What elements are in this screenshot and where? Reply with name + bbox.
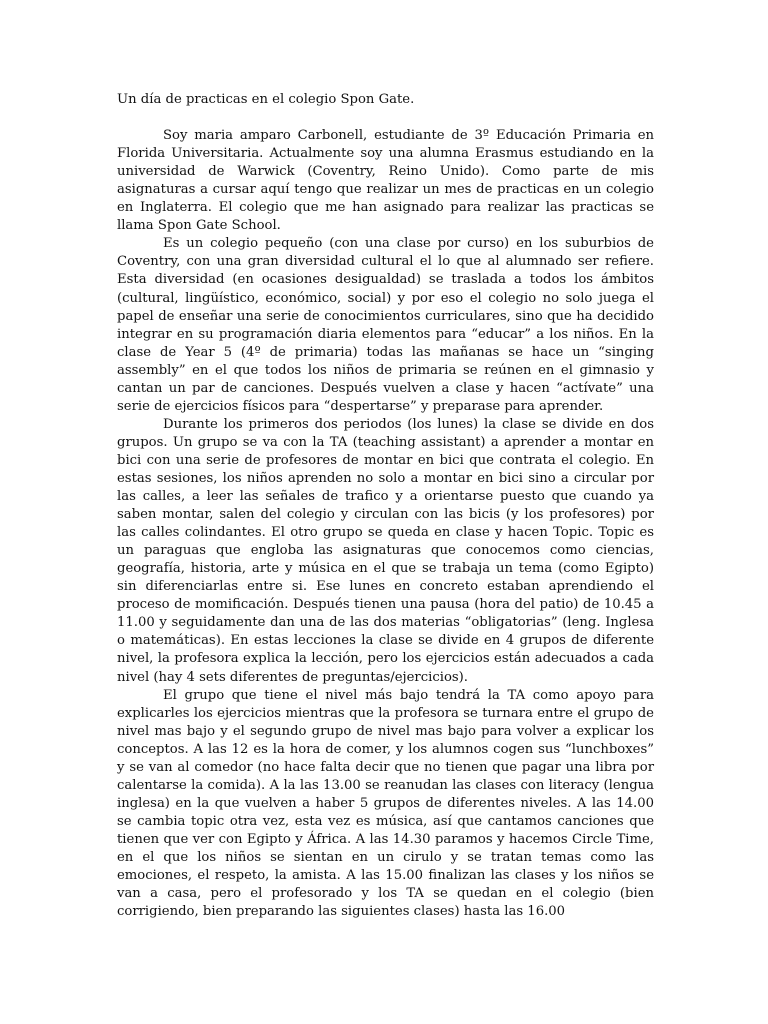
document-body — [117, 91, 654, 921]
paragraph-intro: Soy maria amparo Carbonell, estudiante de 3º Educación Primaria en Florida Universitaria. Actualmente soy una alumna Erasmus estudiando en la universidad de Warwick (Coventry, Reino Unido). Como parte de mis asignaturas a cursar aquí tengo que realizar un mes de practicas en un colegio en Inglaterra. El colegio que me han asignado para realizar las practicas se llama Spon Gate School. — [117, 128, 654, 234]
document-title: Un día de practicas en el colegio Spon Gate. — [117, 92, 415, 107]
paragraph-monday-schedule: Durante los primeros dos periodos (los lunes) la clase se divide en dos grupos. Un grupo se va con la TA (teaching assistant) a aprender a montar en bici con una serie de profesores de montar en bici que contrata el colegio. En estas sesiones, los niños aprenden no solo a montar en bici sino a circular por las calles, a leer las señales de trafico y a orientarse puesto que cuando ya saben montar, salen del colegio y circulan con las bicis (y los profesores) por las calles colindantes. El otro grupo se queda en clase y hacen Topic. Topic es un paraguas que engloba las asignaturas que conocemos como ciencias, geografía, historia, arte y música en el que se trabaja un tema (como Egipto) sin diferenciarlas entre si. Ese lunes en concreto estaban aprendiendo el proceso de momificación. Después tienen una pausa (hora del patio) de 10.45 a 11.00 y seguidamente dan una de las dos materias “obligatorias” (leng. Inglesa o matemáticas). En estas lecciones la clase se divide en 4 grupos de diferente nivel, la profesora explica la lección, pero los ejercicios están adecuados a cada nivel (hay 4 sets diferentes de preguntas/ejercicios). — [117, 416, 654, 685]
paragraph-school-description: Es un colegio pequeño (con una clase por curso) en los suburbios de Coventry, con una gran diversidad cultural el lo que al alumnado ser refiere. Esta diversidad (en ocasiones desigualdad) se traslada a todos los ámbitos (cultural, lingüístico, económico, social) y por eso el colegio no solo juega el papel de enseñar una serie de conocimientos curriculares, sino que ha decidido integrar en su programación diaria elementos para “educar” a los niños. En la clase de Year 5 (4º de primaria) todas las mañanas se hace un “singing assembly” en el que todos los niños de primaria se reúnen en el gimnasio y cantan un par de canciones. Después vuelven a clase y hacen “actívate” una serie de ejercicios físicos para “despertarse” y preparase para aprender. — [117, 236, 654, 414]
paragraph-afternoon-schedule: El grupo que tiene el nivel más bajo tendrá la TA como apoyo para explicarles los ejercicios mientras que la profesora se turnara entre el grupo de nivel mas bajo y el segundo grupo de nivel mas bajo para volver a explicar los conceptos. A las 12 es la hora de comer, y los alumnos cogen sus “lunchboxes” y se van al comedor (no hace falta decir que no tienen que pagar una libra por calentarse la comida). A la las 13.00 se reanudan las clases con literacy (lengua inglesa) en la que vuelven a haber 5 grupos de diferentes niveles. A las 14.00 se cambia topic otra vez, esta vez es música, así que cantamos canciones que tienen que ver con Egipto y África. A las 14.30 paramos y hacemos Circle Time, en el que los niños se sientan en un cirulo y se tratan temas como las emociones, el respeto, la amista. A las 15.00 finalizan las clases y los niños se van a casa, pero el profesorado y los TA se quedan en el colegio (bien corrigiendo, bien preparando las siguientes clases) hasta las 16.00 — [117, 687, 654, 920]
